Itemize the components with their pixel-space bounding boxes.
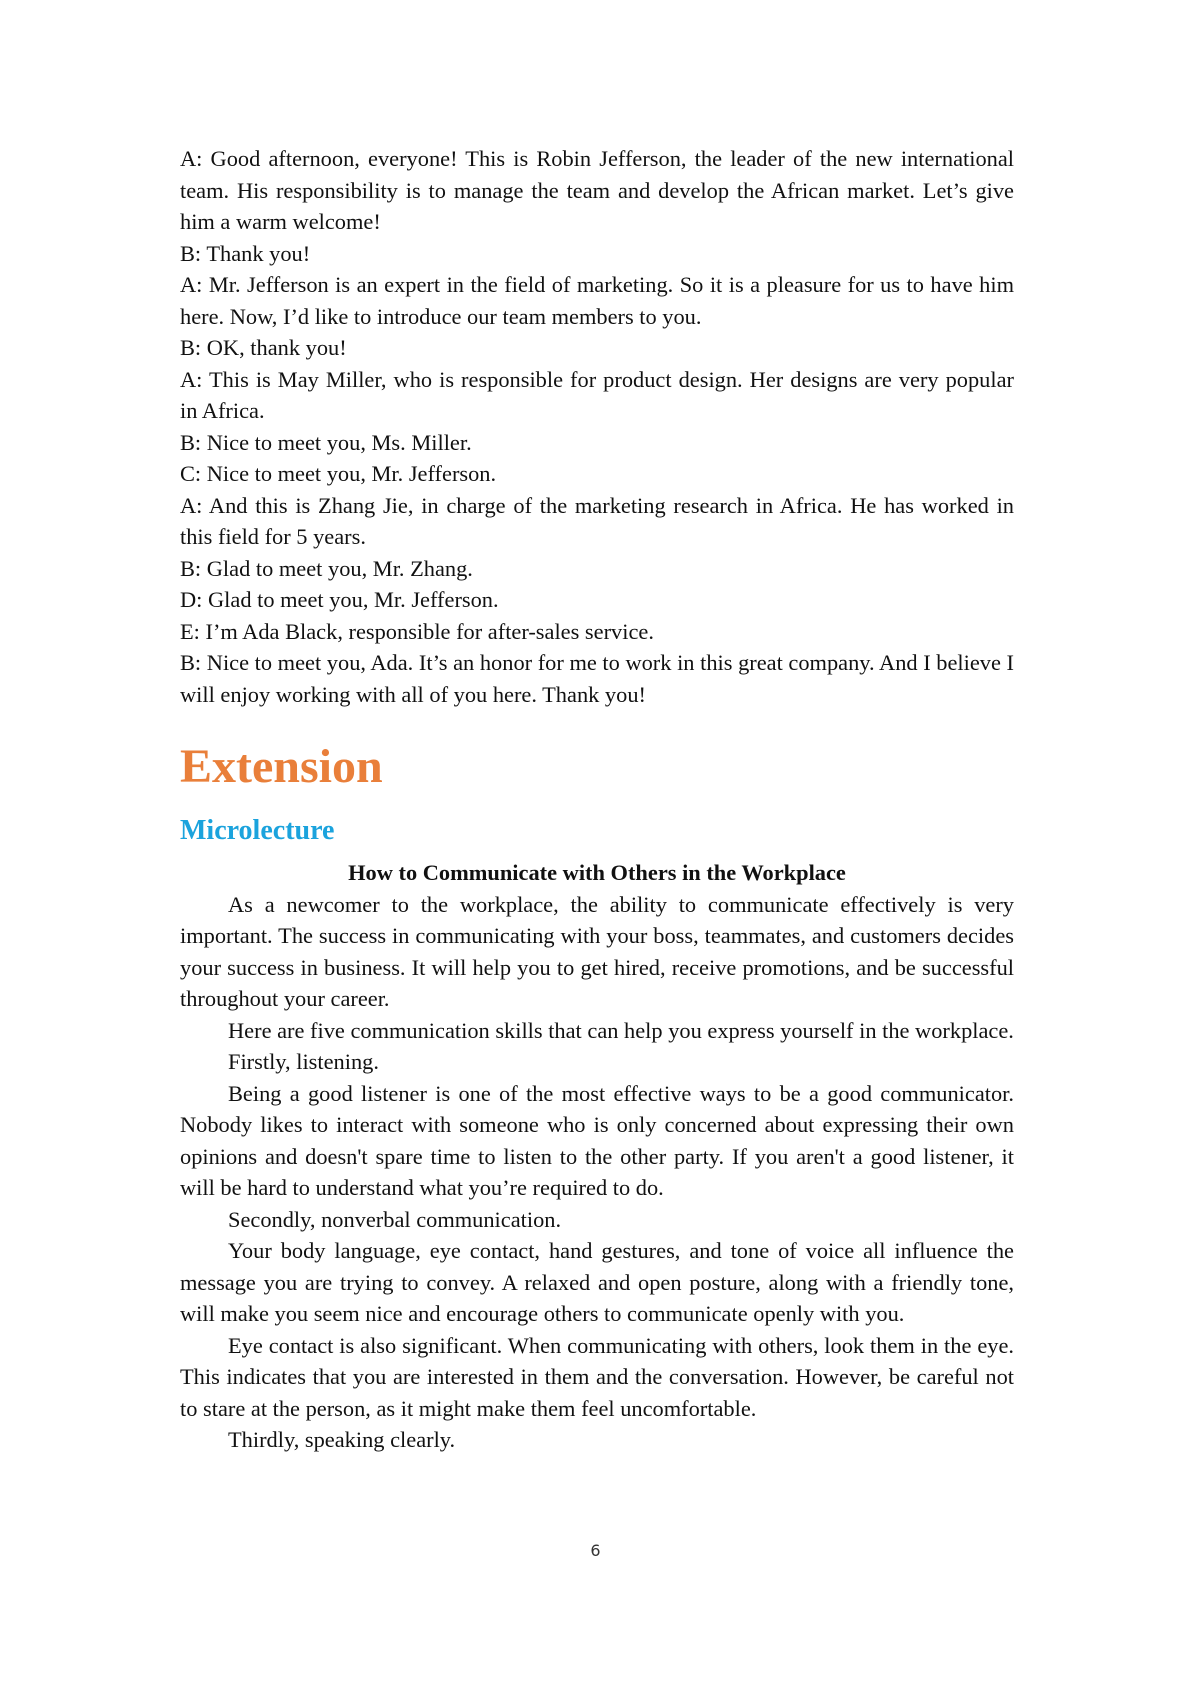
- article-paragraph: Your body language, eye contact, hand gestures, and tone of voice all influence the message you are trying to convey. A relaxed and open posture, along with a friendly tone, will make you seem nice and encourage others to communicate openly with you.: [180, 1238, 1014, 1326]
- dialogue-line: B: Nice to meet you, Ada. It’s an honor for me to work in this great company. And I believe I will enjoy working with all of you here. Thank you!: [180, 650, 1014, 707]
- article: [180, 857, 1014, 1456]
- article-title: How to Communicate with Others in the Workplace: [348, 860, 846, 885]
- dialogue-line: B: Glad to meet you, Mr. Zhang.: [180, 555, 473, 581]
- dialogue-line: B: Nice to meet you, Ms. Miller.: [180, 429, 472, 455]
- section-heading: Extension: [180, 740, 383, 793]
- dialogue-line: A: And this is Zhang Jie, in charge of the marketing research in Africa. He has worked in this field for 5 years.: [180, 492, 1014, 549]
- dialogue: [180, 143, 1014, 710]
- article-paragraph: Eye contact is also significant. When communicating with others, look them in the eye. This indicates that you are interested in them and the conversation. However, be careful not to stare at the person, as it might make them feel uncomfortable.: [180, 1332, 1014, 1421]
- page-number: 6: [590, 1541, 601, 1560]
- article-paragraph: Being a good listener is one of the most effective ways to be a good communicator. Nobody likes to interact with someone who is only concerned about expressing their own opinions and doesn't spare time to listen to the other party. If you aren't a good listener, it will be hard to understand what you’re required to do.: [180, 1080, 1014, 1200]
- dialogue-line: A: Good afternoon, everyone! This is Robin Jefferson, the leader of the new international team. His responsibility is to manage the team and develop the African market. Let’s give him a warm welcome!: [180, 146, 1014, 234]
- article-paragraph: Thirdly, speaking clearly.: [228, 1427, 456, 1452]
- dialogue-line: B: OK, thank you!: [180, 335, 347, 360]
- dialogue-line: B: Thank you!: [180, 240, 311, 266]
- dialogue-line: E: I’m Ada Black, responsible for after-sales service.: [180, 618, 654, 644]
- article-paragraph: Secondly, nonverbal communication.: [228, 1206, 562, 1232]
- article-paragraph: Firstly, listening.: [228, 1049, 379, 1074]
- page-content: [180, 143, 1014, 1456]
- article-paragraph: Here are five communication skills that can help you express yourself in the workplace.: [228, 1017, 1014, 1043]
- dialogue-line: D: Glad to meet you, Mr. Jefferson.: [180, 587, 499, 612]
- subsection-heading: Microlecture: [180, 815, 335, 846]
- dialogue-line: A: Mr. Jefferson is an expert in the field of marketing. So it is a pleasure for us to have him here. Now, I’d like to introduce our team members to you.: [180, 272, 1014, 329]
- article-paragraph: As a newcomer to the workplace, the ability to communicate effectively is very important. The success in communicating with your boss, teammates, and customers decides your success in business. It will help you to get hired, receive promotions, and be successful throughout your career.: [180, 891, 1014, 1011]
- dialogue-line: A: This is May Miller, who is responsible for product design. Her designs are very popular in Africa.: [180, 366, 1014, 423]
- dialogue-line: C: Nice to meet you, Mr. Jefferson.: [180, 461, 497, 486]
